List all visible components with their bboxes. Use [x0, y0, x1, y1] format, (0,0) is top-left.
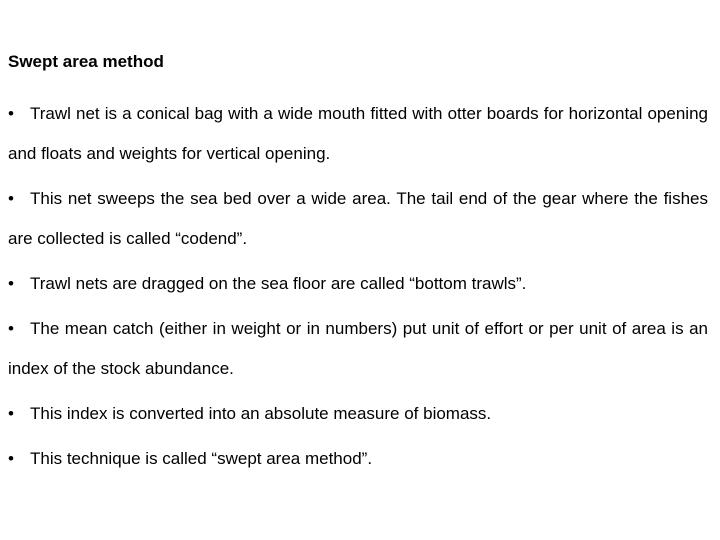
bullet-item	[8, 394, 708, 434]
bullet-item	[8, 264, 708, 304]
bullet-text: This index is converted into an absolute measure of biomass.	[30, 404, 492, 423]
bullet-icon: •	[8, 189, 14, 208]
slide-title: Swept area method	[8, 52, 164, 71]
bullet-text: Trawl nets are dragged on the sea floor are called “bottom trawls”.	[30, 274, 527, 293]
slide-content	[8, 50, 708, 484]
bullet-item	[8, 439, 708, 479]
bullet-item	[8, 94, 708, 174]
bullet-list	[8, 94, 708, 479]
bullet-item	[8, 179, 708, 259]
bullet-icon: •	[8, 449, 14, 468]
bullet-icon: •	[8, 104, 14, 123]
bullet-item	[8, 309, 708, 389]
bullet-text: Trawl net is a conical bag with a wide mouth fitted with otter boards for horizontal opening and floats and weights for vertical opening.	[8, 104, 708, 163]
bullet-icon: •	[8, 404, 14, 423]
bullet-icon: •	[8, 274, 14, 293]
bullet-text: This technique is called “swept area method”.	[30, 449, 373, 468]
bullet-icon: •	[8, 319, 14, 338]
bullet-text: This net sweeps the sea bed over a wide area. The tail end of the gear where the fishes are collected is called “codend”.	[8, 189, 708, 248]
bullet-text: The mean catch (either in weight or in numbers) put unit of effort or per unit of area is an index of the stock abundance.	[8, 319, 708, 378]
